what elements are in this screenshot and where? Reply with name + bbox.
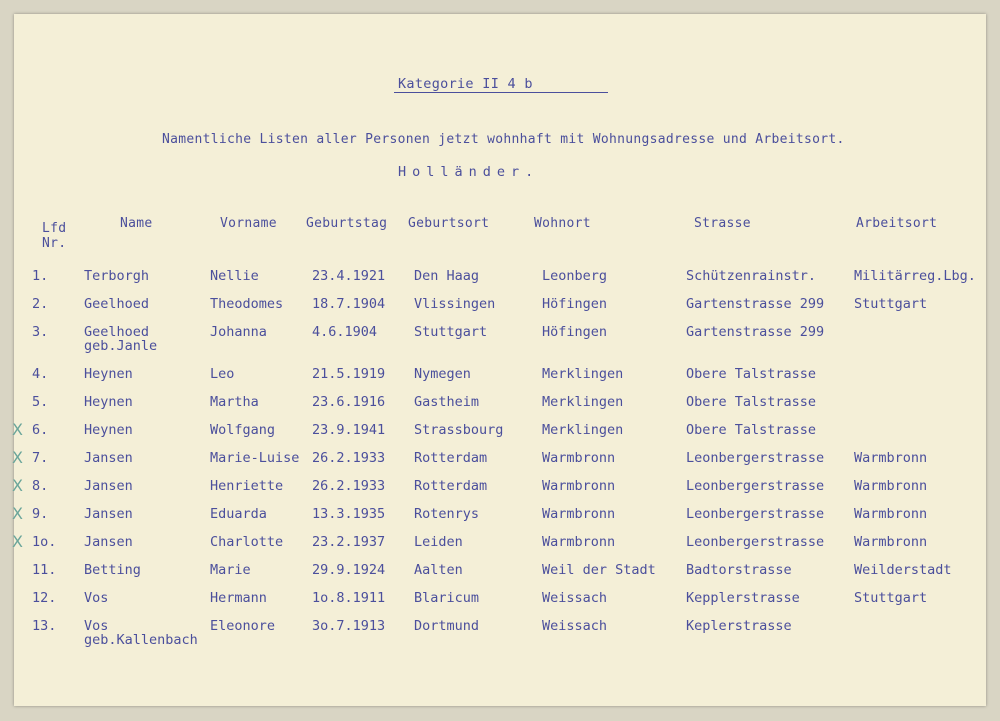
cell-vorname: Leo <box>210 366 235 382</box>
cell-geburtsort: Blaricum <box>414 590 480 606</box>
cell-nr: 9. <box>32 506 49 522</box>
cell-nr: 7. <box>32 450 49 466</box>
cell-geburtstag: 3o.7.1913 <box>312 618 386 634</box>
cell-strasse: Leonbergerstrasse <box>686 450 825 466</box>
cell-geburtsort: Rotenrys <box>414 506 480 522</box>
document-subtitle: Namentliche Listen aller Personen jetzt wohnhaft mit Wohnungsadresse und Arbeitsort. <box>162 132 845 147</box>
cell-geburtsort: Vlissingen <box>414 296 496 312</box>
cell-nr: 12. <box>32 590 57 606</box>
cell-strasse: Schützenrainstr. <box>686 268 817 284</box>
cell-nr: 3. <box>32 324 49 340</box>
table-row <box>14 269 986 297</box>
cell-name: Betting <box>84 562 141 578</box>
cell-wohnort: Weil der Stadt <box>542 562 656 578</box>
document-title: Kategorie II 4 b <box>398 76 533 92</box>
cell-vorname: Theodomes <box>210 296 284 312</box>
cell-geburtstag: 23.9.1941 <box>312 422 386 438</box>
cell-strasse: Leonbergerstrasse <box>686 534 825 550</box>
pencil-check-mark: X <box>12 476 23 495</box>
pencil-check-mark: X <box>12 448 23 467</box>
cell-wohnort: Merklingen <box>542 422 624 438</box>
cell-wohnort: Leonberg <box>542 268 608 284</box>
cell-name: Jansen <box>84 450 133 466</box>
table-row <box>14 563 986 591</box>
cell-geburtstag: 1o.8.1911 <box>312 590 386 606</box>
cell-wohnort: Weissach <box>542 618 608 634</box>
cell-wohnort: Merklingen <box>542 394 624 410</box>
cell-arbeitsort: Stuttgart <box>854 296 928 312</box>
cell-geburtsort: Stuttgart <box>414 324 488 340</box>
table-row <box>12 420 986 451</box>
cell-name: Terborgh <box>84 268 150 284</box>
table-row <box>12 476 986 507</box>
cell-name: Geelhoed geb.Janle <box>84 324 158 354</box>
cell-geburtsort: Rotterdam <box>414 450 488 466</box>
cell-vorname: Marie <box>210 562 251 578</box>
cell-geburtstag: 23.6.1916 <box>312 394 386 410</box>
cell-vorname: Charlotte <box>210 534 284 550</box>
cell-geburtstag: 26.2.1933 <box>312 450 386 466</box>
cell-arbeitsort: Warmbronn <box>854 534 928 550</box>
cell-geburtsort: Aalten <box>414 562 463 578</box>
table-row <box>14 395 986 423</box>
cell-strasse: Gartenstrasse 299 <box>686 296 825 312</box>
cell-nr: 1. <box>32 268 49 284</box>
cell-nr: 5. <box>32 394 49 410</box>
cell-name: Jansen <box>84 506 133 522</box>
column-header-vorname: Vorname <box>220 216 277 231</box>
table-row <box>14 325 986 353</box>
pencil-check-mark: X <box>12 504 23 523</box>
cell-name: Heynen <box>84 394 133 410</box>
cell-strasse: Badtorstrasse <box>686 562 792 578</box>
cell-name-birthname: geb.Kallenbach <box>84 632 198 648</box>
table-row <box>12 504 986 535</box>
cell-vorname: Hermann <box>210 590 267 606</box>
cell-geburtstag: 23.2.1937 <box>312 534 386 550</box>
cell-vorname: Henriette <box>210 478 284 494</box>
column-header-name: Name <box>120 216 153 231</box>
cell-wohnort: Merklingen <box>542 366 624 382</box>
column-header-wohnort: Wohnort <box>534 216 591 231</box>
cell-arbeitsort: Weilderstadt <box>854 562 952 578</box>
column-header-geburtstag: Geburtstag <box>306 216 388 231</box>
column-header-strasse: Strasse <box>694 216 751 231</box>
table-row <box>12 532 986 563</box>
cell-nr: 2. <box>32 296 49 312</box>
cell-arbeitsort: Militärreg.Lbg. <box>854 268 976 284</box>
cell-name: Jansen <box>84 534 133 550</box>
cell-geburtsort: Dortmund <box>414 618 480 634</box>
cell-geburtsort: Rotterdam <box>414 478 488 494</box>
cell-arbeitsort: Stuttgart <box>854 590 928 606</box>
cell-strasse: Obere Talstrasse <box>686 366 817 382</box>
cell-nr: 6. <box>32 422 49 438</box>
cell-name: Heynen <box>84 366 133 382</box>
nationality-heading: Holländer. <box>398 164 540 180</box>
cell-vorname: Martha <box>210 394 259 410</box>
cell-geburtstag: 29.9.1924 <box>312 562 386 578</box>
cell-vorname: Eduarda <box>210 506 267 522</box>
cell-name: Geelhoed <box>84 296 150 312</box>
cell-vorname: Nellie <box>210 268 259 284</box>
cell-arbeitsort: Warmbronn <box>854 478 928 494</box>
cell-wohnort: Warmbronn <box>542 478 616 494</box>
column-header-arbeitsort: Arbeitsort <box>856 216 938 231</box>
cell-geburtsort: Nymegen <box>414 366 471 382</box>
table-row <box>14 591 986 619</box>
cell-wohnort: Höfingen <box>542 324 608 340</box>
cell-strasse: Obere Talstrasse <box>686 394 817 410</box>
cell-strasse: Leonbergerstrasse <box>686 506 825 522</box>
column-header-geburtsort: Geburtsort <box>408 216 490 231</box>
cell-strasse: Gartenstrasse 299 <box>686 324 825 340</box>
cell-geburtstag: 4.6.1904 <box>312 324 378 340</box>
cell-name: Vos geb.Kallenbach <box>84 618 198 648</box>
cell-strasse: Kepplerstrasse <box>686 590 800 606</box>
cell-strasse: Leonbergerstrasse <box>686 478 825 494</box>
cell-name: Vos <box>84 590 109 606</box>
cell-vorname: Johanna <box>210 324 267 340</box>
cell-nr: 13. <box>32 618 57 634</box>
cell-geburtstag: 13.3.1935 <box>312 506 386 522</box>
cell-geburtstag: 18.7.1904 <box>312 296 386 312</box>
document-page <box>14 14 986 706</box>
cell-vorname: Eleonore <box>210 618 276 634</box>
cell-geburtstag: 23.4.1921 <box>312 268 386 284</box>
cell-nr: 11. <box>32 562 57 578</box>
cell-wohnort: Warmbronn <box>542 450 616 466</box>
table-row <box>14 297 986 325</box>
cell-wohnort: Warmbronn <box>542 534 616 550</box>
cell-strasse: Keplerstrasse <box>686 618 792 634</box>
table-row <box>14 619 986 647</box>
cell-nr: 1o. <box>32 534 57 550</box>
pencil-check-mark: X <box>12 420 23 439</box>
column-header-nr: Lfd Nr. <box>42 221 67 251</box>
cell-wohnort: Weissach <box>542 590 608 606</box>
table-row <box>12 448 986 479</box>
cell-name: Jansen <box>84 478 133 494</box>
cell-wohnort: Warmbronn <box>542 506 616 522</box>
cell-geburtstag: 21.5.1919 <box>312 366 386 382</box>
cell-geburtsort: Leiden <box>414 534 463 550</box>
cell-name: Heynen <box>84 422 133 438</box>
cell-geburtsort: Gastheim <box>414 394 480 410</box>
cell-name-birthname: geb.Janle <box>84 338 158 354</box>
cell-geburtsort: Den Haag <box>414 268 480 284</box>
pencil-check-mark: X <box>12 532 23 551</box>
cell-geburtstag: 26.2.1933 <box>312 478 386 494</box>
cell-arbeitsort: Warmbronn <box>854 450 928 466</box>
cell-arbeitsort: Warmbronn <box>854 506 928 522</box>
cell-wohnort: Höfingen <box>542 296 608 312</box>
cell-geburtsort: Strassbourg <box>414 422 504 438</box>
cell-vorname: Wolfgang <box>210 422 276 438</box>
cell-vorname: Marie-Luise <box>210 450 300 466</box>
cell-nr: 8. <box>32 478 49 494</box>
cell-strasse: Obere Talstrasse <box>686 422 817 438</box>
title-underline <box>394 92 608 93</box>
cell-nr: 4. <box>32 366 49 382</box>
table-row <box>14 367 986 395</box>
